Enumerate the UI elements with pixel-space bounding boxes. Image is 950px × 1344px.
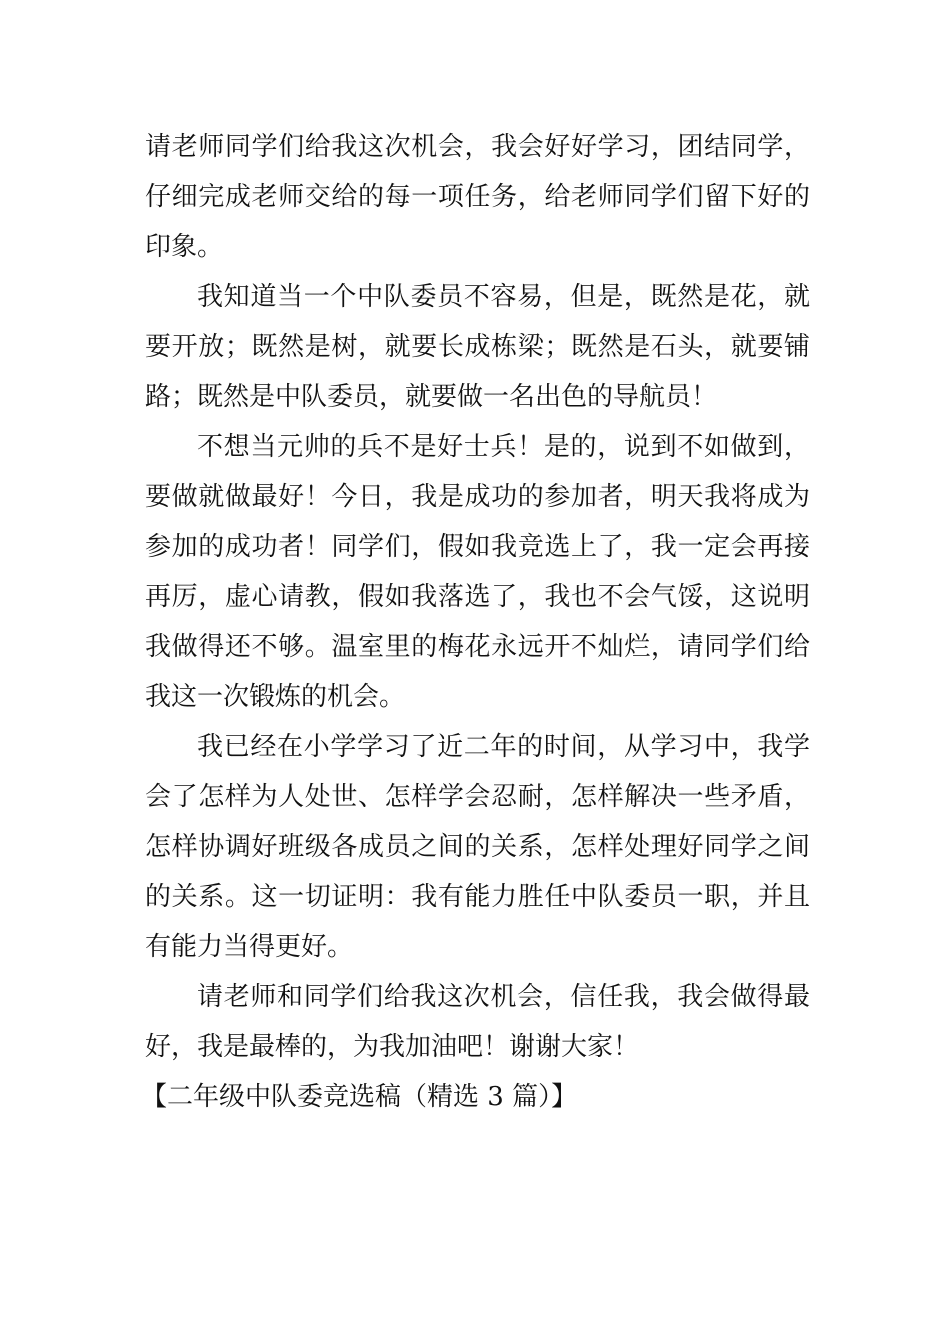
paragraph-5: 请老师和同学们给我这次机会，信任我，我会做得最好，我是最棒的，为我加油吧！谢谢大家！ [145,982,810,1062]
section-heading: 【二年级中队委竞选稿（精选 3 篇）】 [141,1082,578,1112]
paragraph-4: 我已经在小学学习了近二年的时间，从学习中，我学会了怎样为人处世、怎样学会忍耐，怎样解决一些矛盾，怎样协调好班级各成员之间的关系，怎样处理好同学之间的关系。这一切证明：我有能力胜任中队委员一职，并且有能力当得更好。 [145,732,810,962]
paragraph-1: 请老师同学们给我这次机会，我会好好学习，团结同学，仔细完成老师交给的每一项任务，给老师同学们留下好的印象。 [145,132,810,262]
paragraph-2: 我知道当一个中队委员不容易，但是，既然是花，就要开放；既然是树，就要长成栋梁；既然是石头，就要铺路；既然是中队委员，就要做一名出色的导航员！ [145,282,810,412]
paragraph-3: 不想当元帅的兵不是好士兵！是的，说到不如做到，要做就做最好！今日，我是成功的参加者，明天我将成为参加的成功者！同学们，假如我竞选上了，我一定会再接再厉，虚心请教，假如我落选了，我也不会气馁，这说明我做得还不够。温室里的梅花永远开不灿烂，请同学们给我这一次锻炼的机会。 [145,432,810,712]
document-body [141,122,810,1122]
